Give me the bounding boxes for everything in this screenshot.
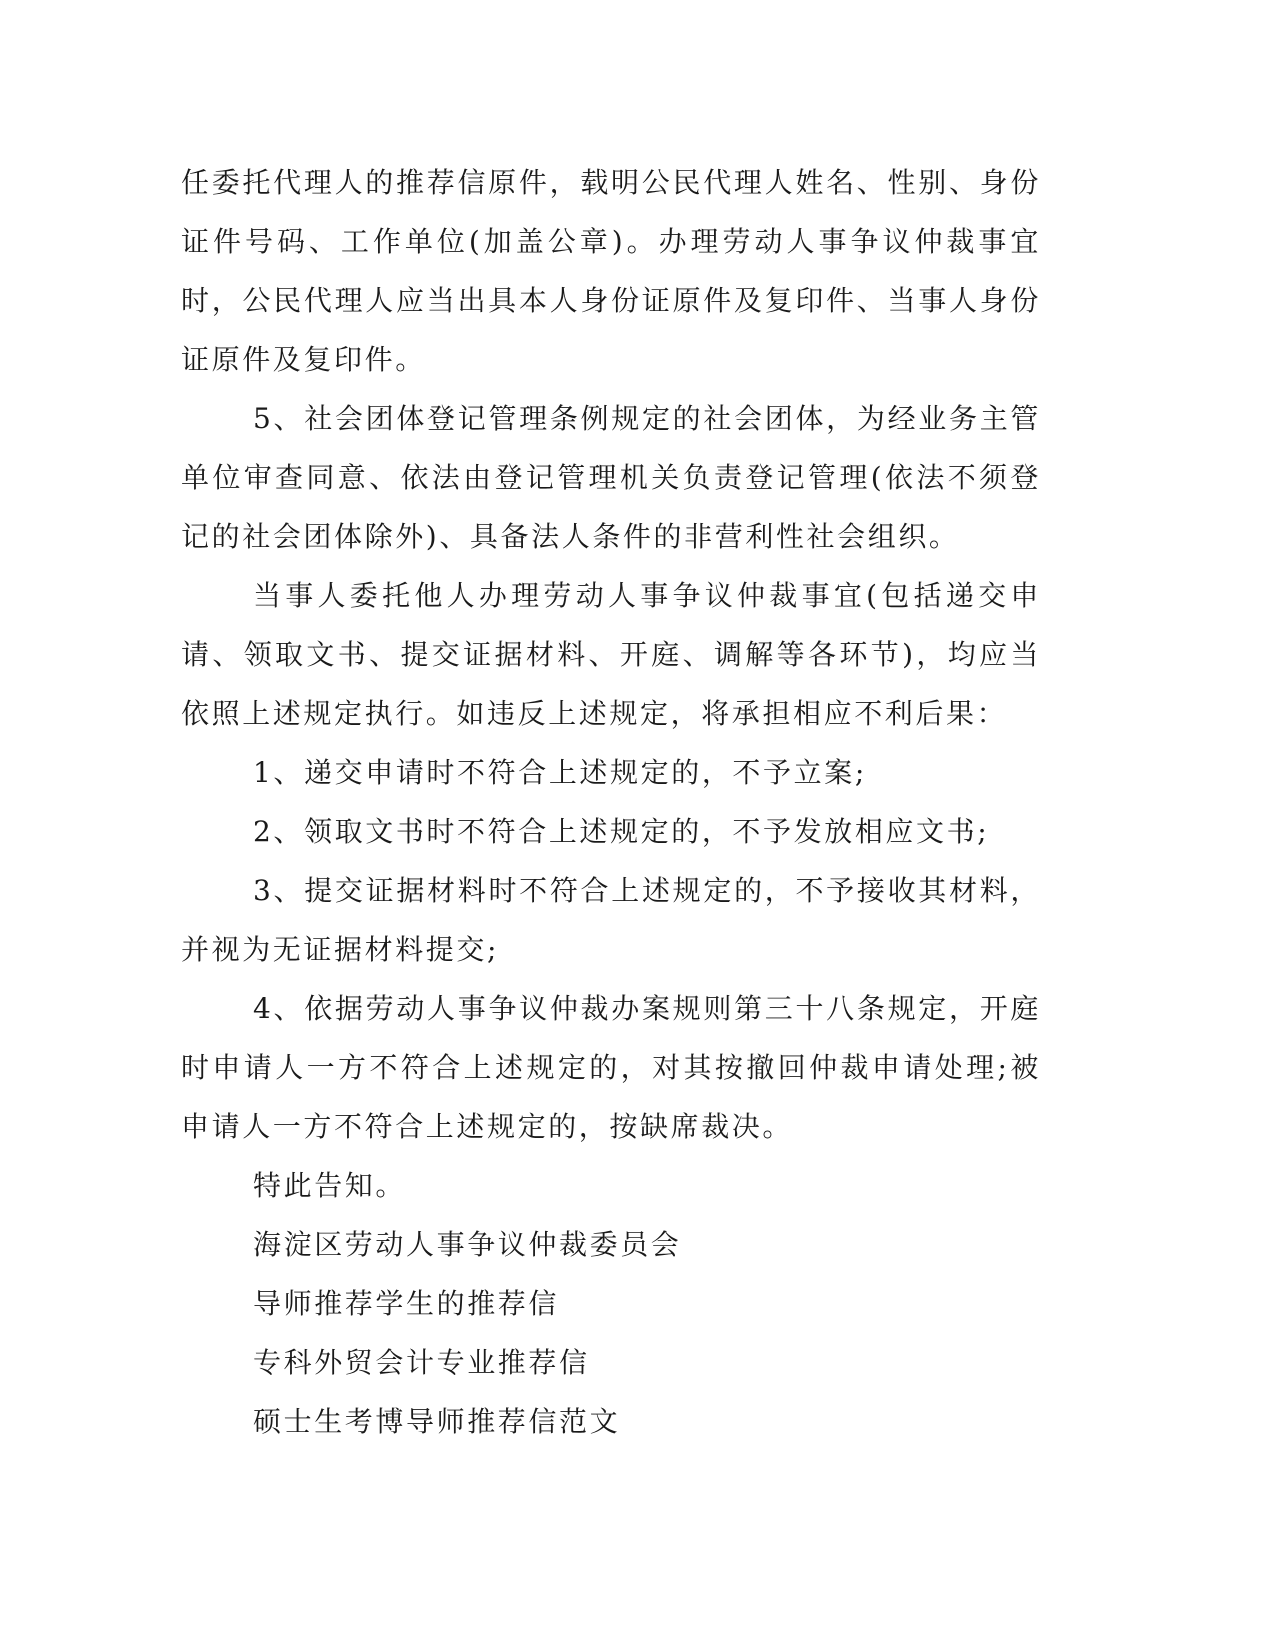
related-title-1: 导师推荐学生的推荐信: [253, 1287, 560, 1320]
paragraph-item-5: 5、社会团体登记管理条例规定的社会团体，为经业务主管单位审查同意、依法由登记管理机关负责登记管理(依法不须登记的社会团体除外)、具备法人条件的非营利性社会组织。: [181, 402, 1041, 553]
paragraph-continuation: 任委托代理人的推荐信原件，载明公民代理人姓名、性别、身份证件号码、工作单位(加盖公章)。办理劳动人事争议仲裁事宜时，公民代理人应当出具本人身份证原件及复印件、当事人身份证原件及复印件。: [181, 166, 1041, 376]
related-title-3: 硕士生考博导师推荐信范文: [253, 1405, 621, 1438]
document-body: [181, 153, 1041, 1451]
paragraph-consequence-3: 3、提交证据材料时不符合上述规定的，不予接收其材料，并视为无证据材料提交;: [181, 874, 1041, 966]
related-title-2: 专科外贸会计专业推荐信: [253, 1346, 590, 1379]
closing-notice: 特此告知。: [253, 1169, 407, 1202]
paragraph-consequence-2: 2、领取文书时不符合上述规定的，不予发放相应文书;: [253, 815, 990, 848]
paragraph-consequence-4: 4、依据劳动人事争议仲裁办案规则第三十八条规定，开庭时申请人一方不符合上述规定的，对其按撤回仲裁申请处理;被申请人一方不符合上述规定的，按缺席裁决。: [181, 992, 1041, 1143]
issuing-authority: 海淀区劳动人事争议仲裁委员会: [253, 1228, 682, 1261]
paragraph-consequences-intro: 当事人委托他人办理劳动人事争议仲裁事宜(包括递交申请、领取文书、提交证据材料、开庭、调解等各环节)，均应当依照上述规定执行。如违反上述规定，将承担相应不利后果：: [181, 579, 1041, 730]
paragraph-consequence-1: 1、递交申请时不符合上述规定的，不予立案;: [253, 756, 867, 789]
